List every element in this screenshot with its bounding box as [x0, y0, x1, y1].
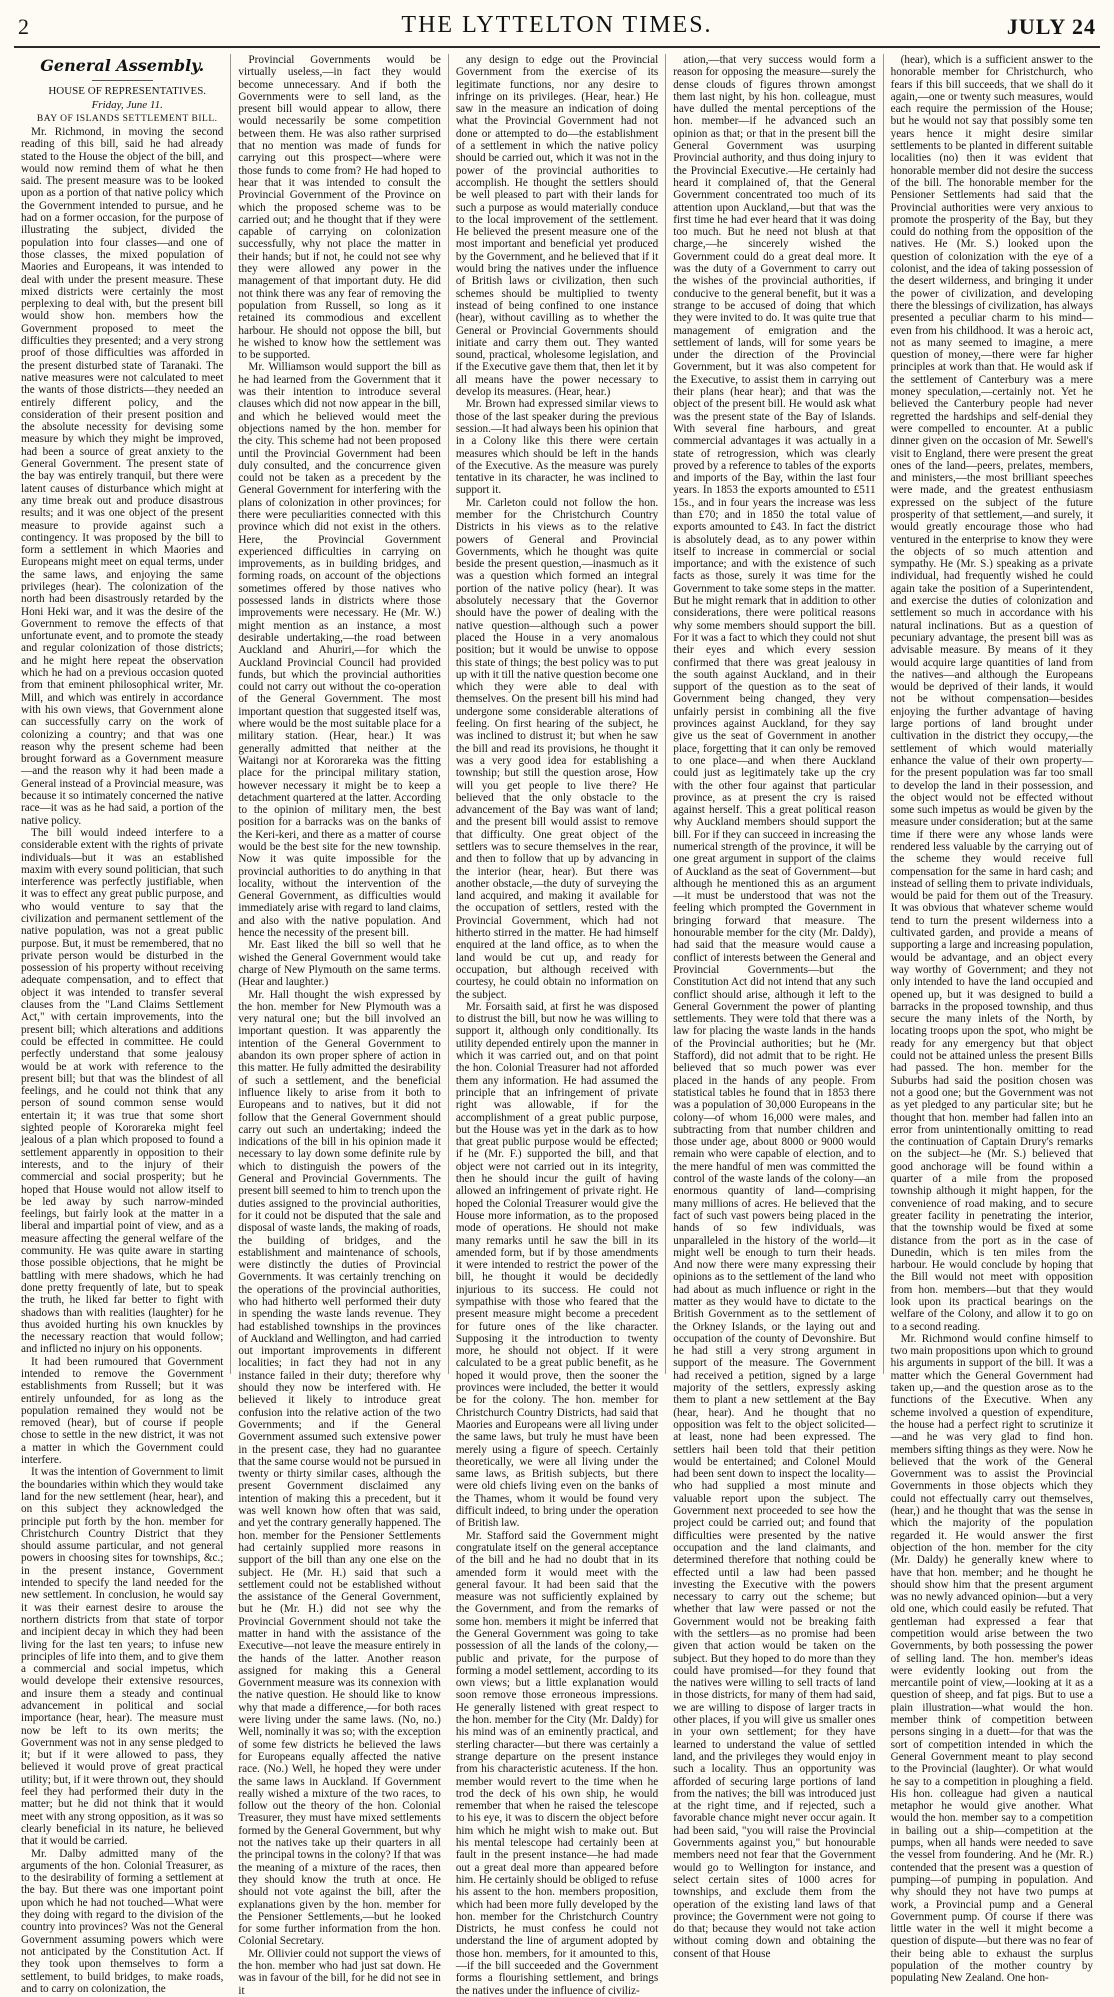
- paragraph: ation,—that very success would form a reason for opposing the measure—surely the dense clouds of figures thrown amongst them last night, by his hon. colleague, must have dulled the mental perceptions of the hon. member—if he advanced such an opinion as that; or that in the present bill the General Government was usurping Provincial authority, and thus doing injury to the Provincial Executive.—He certainly had heard it complained of, that the General Government concentrated too much of its attention upon Auckland,—but that was the first time he had ever heard that it was doing too much. But he need not blush at that charge,—he sincerely wished the Government could do a great deal more. It was the duty of a Government to carry out the wishes of the provincial authorities, if conducive to the general benefit, but it was a strange to be accused of doing that which they were invited to do. It was quite true that management of emigration and the settlement of lands, will for some years be under the direction of the Provincial Government, but it was also competent for the Executive, to assist them in carrying out their plans (hear hear); and that was the object of the present bill. He would ask what was the present state of the Bay of Islands. With several fine harbours, and great commercial advantages it was actually in a state of retrogression, which was clearly proved by a reference to tables of the exports and imports of the Bay, within the last four years. In 1853 the exports amounted to £511 15s., and in four years the increase was less than £70; and in 1850 the total value of exports amounted to £43. In fact the district is absolutely dead, as to any power within itself to increase in commercial or social importance; and with the existence of such facts as those, surely it was time for the Government to take some steps in the matter. But he might remark that in addition to other considerations, there were political reasons why some members should support the bill. For it was a fact to which they could not shut their eyes and which every session confirmed that there was great jealousy in the south against Auckland, and in their support of the question as to the seat of Government being changed, they very unfairly persist in combining all the five provinces against Auckland, for they say give us the seat of Government in another place, forgetting that it can only be removed to one place—and when there Auckland could just as legitimately take up the cry with the other four against that particular province, as at present the cry is raised against herself. This a great political reason why Auckland members should support the bill. For if they can succeed in increasing the numerical strength of the province, it will be one great argument in support of the claims of Auckland as the seat of Government—but although he mentioned this as an argument—it must be understood that was not the feeling which prompted the Government in bringing forward that measure. The honourable member for the city (Mr. Daldy), had said that the measure would cause a conflict of interests between the General and Provincial Governments—but the Constitution Act did not intend that any such conflict should arise, although it left to the General Government the power of planting settlements. They were told that there was a law for placing the waste lands in the hands of the Provincial authorities; but he (Mr. Stafford), did not admit that to be right. He believed that so much power was ever placed in the hands of any people. From statistical tables he found that in 1853 there was a population of 30,000 Europeans in the colony—of whom 16,000 were males, and subtracting from that number children and those under age, about 8000 or 9000 would remain who were capable of election, and to the mere handful of men was committed the control of the waste lands of the colony—an enormous quantity of land—comprising many millions of acres. He believed that the fact of such vast powers being placed in the hands of so few individuals, was unparalleled in the history of the world—it might well be enough to turn their heads. And now there were many expressing their opinions as to the settlement of the land who had about as much influence or right in the matter as they would have to dictate to the British Government as to the settlement of the Orkney Islands, or the laying out and occupation of the county of Devonshire. But he had still a very strong argument in support of the measure. The Government had received a petition, signed by a large majority of the settlers, expressly asking them to plant a new settlement at the Bay (hear, hear). And he thought that no opposition was felt to the object solicited—at least, none had been expressed. The settlers hail been told that their petition would be entertained; and Colonel Mould had been sent down to inspect the locality—who had supplied a most minute and valuable report upon the subject. The Government next proceeded to see how the project could be carried out; and found that difficulties were presented by the native occupation and the land claimants, and determined therefore that nothing could be effected until a law had been passed investing the Executive with the powers necessary to carry out the scheme; but whether that law were passed or not the Government would not be breaking faith with the settlers—as no promise had been given that action would be taken on the subject. But they hoped to do more than they could have promised—for they found that the natives were willing to sell tracts of land in those districts, for many of them had said, we are willing to dispose of larger tracts in other places, if you will give us smaller ones in your own settlement; for they have learned to understand the value of settled land, and the privileges they would enjoy in such a locality. Thus an opportunity was afforded of securing large portions of land from the natives; the bill was introduced just at the right time, and if rejected, such a favorable chance might never occur again. It had been said, "you will raise the Provincial Governments against you," but honourable members need not fear that the Government would go to Wellington for instance, and select certain sites of 1000 acres for townships, and exclude them from the operation of the existing land laws of that province; the Government were not going to do that; because they would not take action without coming down and obtaining the consent of that House: [673, 54, 876, 1960]
- column-text: [891, 54, 1093, 1985]
- bill-heading: BAY OF ISLANDS SETTLEMENT BILL.: [36, 114, 218, 124]
- paragraph: Mr. Ollivier could not support the views of the hon. member who had just sat down. He was in favour of the bill, for he did not see in it: [238, 1947, 441, 1997]
- paragraph: Mr. Stafford said the Government might congratulate itself on the general acceptance of the bill and he had no doubt that in its amended form it would meet with the general favour. It had been said that the measure was not sufficiently explained by the Government, and from the remarks of some hon. members it might be inferred that the General Government was going to take possession of all the lands of the colony,—public and private, for the purpose of forming a model settlement, according to its own views; but a little explanation would soon remove those erroneous impressions. He generally listened with great respect to the hon. member for the City (Mr. Daldy) for his mind was of an eminently practical, and sterling character—but there was certainly a strange departure on the present instance from his characteristic acuteness. If the hon. member would revert to the time when he trod the deck of his own ship, he would remember that when he raised the telescope to his eye, it was to discern the object before him which he might wish to make out. But his mental telescope had certainly been at fault in the present instance—he had made out a great deal more than appeared before him. He certainly should be obliged to refuse his assent to the hon. members proposition, which had been more fully developed by the hon. member for the Christchurch Country Districts, he must confess he could not understand the line of argument adopted by those hon. members, for it amounted to this,—if the bill succeeded and the Government forms a flourishing settlement, and brings the natives under the influence of civiliz-: [455, 1529, 659, 1997]
- masthead: [14, 12, 1100, 48]
- paragraph: It was the intention of Government to limit the boundaries within which they would take land for the new settlement (hear, hear), and on this subject they acknowledged the principle put forth by the hon. member for Christchurch Country District that they should assume particular, and not general powers in choosing sites for townships, &c.; in the present instance, Government intended to specify the land needed for the new settlement. In conclusion, he would say it was their earnest desire to arouse the northern districts from that state of torpor and incipient decay in which they had been living for the last ten years; to infuse new principles of life into them, and to give them a commercial and social impetus, which would develope their extensive resources, and insure them a steady and continual advancement in political and social importance (hear, hear). The measure must now be left to its own merits; the Government was not in any sense pledged to it; but if it were allowed to pass, they believed it would prove of great practical utility; but, if it were thrown out, they should feel they had performed their duty in the matter; but he did not think that it would meet with any strong opposition, as it was so clearly beneficial in its nature, he believed that it would be carried.: [21, 1466, 224, 1848]
- paragraph: Mr. Forsaith said, at first he was disposed to distrust the bill, but now he was willing to support it, although only conditionally. Its utility depended entirely upon the manner in which it was carried out, and on that point the hon. Colonial Treasurer had not afforded them any information. He had assumed the principle that an infringement of private right was allowable, if for the accomplishment of a great public purpose, but the House was yet in the dark as to how that great public purpose would be effected; if he (Mr. F.) supported the bill, and that object were not carried out in its integrity, then he should incur the guilt of having allowed an infringement of private right. He hoped the Colonial Treasurer would give the House more information, as to the proposed mode of operations. He should not make many remarks until he saw the bill in its amended form, but if by those amendments it were intended to restrict the power of the bill, he thought it would be decidedly injurious to its success. He could not sympathise with those who feared that the present measure might become a precedent for future ones of the like character. Supposing it the introduction to twenty more, he should not object. If it were calculated to be a great public benefit, as he hoped it would prove, then the sooner the provinces were included, the better it would be for the colony. The hon. member for Christchurch Country Districts, had said that Maories and Europeans were all living under the same laws, but truly he must have been merely using a figure of speech. Certainly theoretically, we were all living under the same laws, as British subjects, but there were old chiefs living even on the banks of the Thames, whom it would be found very difficult indeed, to bring under the operation of British law.: [455, 1000, 659, 1530]
- section-heading: General Assembly.: [40, 56, 205, 75]
- paragraph: It had been rumoured that Government intended to remove the Government establishments from Russell; but it was entirely unfounded, for as long as the population remained they would not be removed (hear), but of course if people chose to settle in the new district, it was not a matter in which the Government could interfere.: [21, 1355, 224, 1467]
- issue-date: JULY 24: [1006, 14, 1096, 39]
- page-number: 2: [18, 14, 29, 39]
- column-3: [449, 54, 666, 1997]
- column-5: [884, 54, 1100, 1985]
- paragraph: (hear), which is a sufficient answer to the honorable member for Christchurch, who fears if this bill succeeds, that we shall do it again,—one or twenty such measures, would each require the permission of the House; but he would not say that possibly some ten years hence it might desire similar settlements to be planted in different suitable localities (no) then it was evident that honorable member did not desire the success of the bill. The honorable member for the Pensioner Settlements had said that the Provincial authorities were very anxious to promote the prosperity of the Bay, but they could do nothing from the opposition of the natives. He (Mr. S.) looked upon the question of colonization with the eye of a colonist, and the idea of taking possession of the desert wilderness, and bringing it under the power of civilization, and developing there the blessings of civilization, has always presented a peculiar charm to his mind—even from his childhood. It was a heroic act, not as many seemed to imagine, a mere question of money,—there were far higher principles at work than that. He would ask if the settlement of Canterbury was a mere money speculation,—certainly not. Yet he believed the Canterbury people had never regretted the hardships and self-denial they were compelled to encounter. At a public dinner given on the occasion of Mr. Sewell's visit to England, there were present the great ones of the land—peers, prelates, members, and ministers,—the most brilliant speeches were made, and the greatest enthusiasm expressed on the subject of the future prosperity of that settlement,—and surely, it would greatly encourage those who had ventured in the enterprise to know they were the objects of so much attention and sympathy. He (Mr. S.) speaking as a private individual, had frequently wished he could again take the position of a Superintendent, and exercise the duties of colonization and settlement so much in accordance with his natural inclinations. But as a question of pecuniary advantage, the present bill was as advisable measure. By means of it they would acquire large quantities of land from the natives—and although the Europeans would be deprived of their lands, it would not be without compensation—besides enjoying the further advantage of having large portions of land brought under cultivation in the district they occupy,—the settlement of which would materially enhance the value of their own property—for the present population was far too small to develop the land in their possession, and the object would not be effected without some such impetus as would be given by the measure under consideration; but at the same time if there were any whose lands were rendered less valuable by the carrying out of the scheme they would receive full compensation for the same in hard cash; and instead of selling them to private individuals, would be paid for them out of the Treasury. It was obvious that whatever scheme would tend to turn the present wilderness into a cultivated garden, and provide a means of supporting a large and increasing population, would be advantage, and an object every way worthy of Government; and they not only intended to have the land occupied and opened up, but it was designed to build a barracks in the proposed township, and thus secure the many inlets of the North, by locating troops upon the spot, who might be ready for any emergency but that object could not be attained unless the present Bills had passed. The hon. member for the Suburbs had said the position chosen was not a good one; but the Government was not as yet pledged to any particular site; but he thought that hon. member had fallen into an error from unintentionally omitting to read the continuation of Captain Drury's remarks on the subject—he (Mr. S.) believed that good anchorage will be found within a quarter of a mile from the proposed township although it might happen, for the convenience of road making, and to secure greater facility in penetrating the interior, that the township would be fixed at some distance from the port as in the case of Dunedin, which is ten miles from the harbour. He would conclude by hoping that the Bill would not meet with opposition from hon. members—but that they would look upon its practical bearings on the welfare of the Colony, and allow it to go on to a second reading.: [890, 54, 1094, 1333]
- paragraph: Mr. Hall thought the wish expressed by the hon. member for New Plymouth was a very natural one; but the bill involved an important question. It was apparently the intention of the General Government to abandon its own proper sphere of action in this matter. He fully admitted the desirability of such a settlement, and the beneficial influence likely to arise from it both to Europeans and to natives, but it did not follow that the General Government should carry out such an undertaking; indeed the indications of the bill in his opinion made it necessary to lay down some definite rule by which to distinguish the powers of the General and Provincial Governments. The present bill seemed to him to trench upon the duties assigned to the provincial authorities, for it could not be disputed that the sale and disposal of waste lands, the making of roads, the building of bridges, and the establishment and maintenance of schools, were distinctly the duties of Provincial Governments. It was certainly trenching on the operations of the provincial authorities, who had hitherto well performed their duty in spending the waste lands revenue. They had established townships in the provinces of Auckland and Wellington, and had carried out important improvements in different localities; in fact they had not in any instance failed in their duty; therefore why should they now be interfered with. He believed it likely to introduce great confusion into the relative action of the two Governments; and if the General Government assumed such extensive power in the present case, they had no guarantee that the same course would not be pursued in twenty or thirty similar cases, although the present Government disclaimed any intention of making this a precedent, but it was well known how often that was said, and yet the contrary generally happened. The hon. member for the Pensioner Settlements had certainly supplied more reasons in support of the bill than any one else on the subject. He (Mr. H.) said that such a settlement could not be established without the assistance of the General Government, but he (Mr. H.) did not see why the Provincial Government should not take the matter in hand with the assistance of the Executive—not leave the measure entirely in the hands of the latter. Another reason assigned for making this a General Government measure was its connexion with the native question. He should like to know why that made a difference,—for both races were living under the same laws. (No, no.) Well, nominally it was so; with the exception of some few districts he believed the laws for Europeans equally affected the native race. (No.) Well, he hoped they were under the same laws in Auckland. If Government really wished a mixture of the two races, to follow out the theory of the hon. Colonial Treasurer, they must have mixed settlements formed by the General Government, but why not the natives take up their quarters in all the principal towns in the colony? If that was the meaning of a mixture of the races, then they should know the truth at once. He should not vote against the bill, after the explanations given by the hon. member for the Pensioner Settlements,—but he looked for some further information from the hon. Colonial Secretary.: [238, 988, 441, 1948]
- column-text: [21, 126, 223, 1995]
- column-1: [14, 54, 231, 1995]
- sitting-date: Friday, June 11.: [91, 99, 163, 111]
- paragraph: Mr. Carleton could not follow the hon. member for the Christchurch Country Districts in his views as to the relative powers of General and Provincial Governments, which he thought was quite beside the present question,—inasmuch as it was a question which formed an integral portion of the native policy (hear). It was absolutely necessary that the Governor should have the power of dealing with the native question—although such a power placed the House in a very anomalous position; but it would be unwise to oppose this state of things; the best policy was to put up with it till the native question become one which they were able to deal with themselves. On the present bill his mind had undergone some considerable alterations of feeling. On first hearing of the subject, he was inclined to distrust it; but when he saw the bill and read its provisions, he thought it was a very good idea for establishing a township; but still the question arose, How will you get people to live there? He believed that the only obstacle to the advancement of the Bay was want of land; and the present bill would assist to remove that difficulty. One great object of the settlers was to secure themselves in the rear, and then to follow that up by advancing in the interior (hear, hear). But there was another obstacle,—the duty of surveying the land acquired, and making it available for the occupation of settlers, rested with the Provincial Government, which had not hitherto stirred in the matter. He had himself enquired at the land office, as to when the land would be cut up, and ready for occupation, but although received with courtesy, he could obtain no information on the subject.: [455, 496, 659, 1001]
- columns: [14, 54, 1100, 1997]
- paragraph: Mr. Richmond, in moving the second reading of this bill, said he had already stated to the House the object of the bill, and would now remind them of what he then said. The present measure was to be looked upon as a portion of that native policy which the Government intended to pursue, and he had on a former occasion, for the purpose of illustrating the subject, divided the population into four classes—and one of those classes, the mixed population of Maories and Europeans, it was intended to deal with under the present measure. These mixed districts were certainly the most perplexing to deal with, but the present bill would show hon. members how the Government proposed to meet the difficulties they presented; and a very strong proof of those difficulties was afforded in the present disturbed state of Taranaki. The native measures were not calculated to meet the wants of those districts—they needed an entirely different policy, and the consideration of their present position and the absolute necessity for devising some measure by which they might be improved, had been a source of great anxiety to the General Government. The present state of the bay was entirely tranquil, but there were latent causes of disturbance which might at any time break out and produce disastrous results; and it was one object of the present measure to provide against such a contingency. It was proposed by the bill to form a settlement in which Maories and Europeans might meet on equal terms, under the same laws, and enjoying the same privileges (hear). The colonization of the north had been disastrously retarded by the Honi Heki war, and it was the desire of the Government to remove the effects of that unfortunate event, and to promote the steady and regular colonization of those districts; and he might here repeat the observation which he had on a previous occasion quoted from that eminent philosophical writer, Mr. Mill, and which was entirely in accordance with his own views, that Government alone can successfully carry on the work of colonizing a country; and that was one reason why the present scheme had been brought forward as a Government measure—and the reason why it had been made a General instead of a Provincial measure, was because it so intimately concerned the native race—it was as he had said, a portion of the native policy.: [21, 126, 224, 827]
- paragraph: Mr. Brown had expressed similar views to those of the last speaker during the previous session.—It had always been his opinion that in a Colony like this there were certain measures which should be left in the hands of the Executive. As the measure was purely tentative in its character, he was inclined to support it.: [455, 398, 659, 497]
- house-heading: HOUSE OF REPRESENTATIVES.: [48, 85, 207, 97]
- column-2: [231, 54, 448, 1997]
- column-text: [238, 54, 440, 1997]
- paragraph: Mr. Williamson would support the bill as he had learned from the Government that it was their intention to introduce several clauses which did not now appear in the bill, and which he believed would meet the objections named by the hon. member for the city. This scheme had not been proposed until the Provincial Government had been duly consulted, and the concurrence given could not be taken as a precedent by the General Government for interfering with the plans of colonization in other provinces; for there were peculiarities connected with this province which did not exist in the others. Here, the Provincial Government experienced difficulties in carrying on improvements, as in building bridges, and forming roads, on account of the objections sometimes offered by those natives who possessed lands in districts where those improvements were necessary. He (Mr. W.) might mention as an instance, a most desirable undertaking,—the road between Auckland and Ahuriri,—for which the Auckland Provincial Council had provided funds, but which the provincial authorities could not carry out without the co-operation of the General Government. The most important question that suggested itself was, where would be the most suitable place for a military station. (Hear, hear.) It was generally admitted that neither at the Waitangi nor at Kororareka was the fitting place for the principal military station, however necessary it might be to keep a detachment quartered at the latter. According to the opinion of military men, the best position for a barracks was on the banks of the Keri-keri, and there as a matter of course would be the best site for the new township. Now it was quite impossible for the provincial authorities to do anything in that locality, without the intervention of the General Government, as difficulties would immediately arise with regard to land claims, and also with the native population. And hence the necessity of the present bill.: [238, 361, 441, 940]
- column-text: [673, 54, 875, 1960]
- paragraph: Mr. East liked the bill so well that he wished the General Government would take charge of New Plymouth on the same terms. (Hear and laughter.): [238, 939, 441, 989]
- paragraph: Provincial Governments would be virtually useless,—in fact they would become unnecessary. And if both the Governments were to sell land, as the present bill would appear to allow, there would necessarily be some competition between them. He was also rather surprised that no mention was made of funds for carrying out this prospect—where were those funds to come from? He had hoped to hear that it was intended to consult the Provincial Government of the Province on which the proposed scheme was to be carried out; and he thought that if they were capable of carrying on colonization successfully, why not place the matter in their hands; but if not, he could not see why they were allowed any power in the management of that important duty. He did not think there was any fear of removing the population from Russell, so long as it retained its commodious and excellent harbour. He should not oppose the bill, but he wished to know how the settlement was to be supported.: [238, 54, 441, 362]
- newspaper-title: THE LYTTELTON TIMES.: [401, 12, 713, 38]
- paragraph: Mr. Richmond would confine himself to two main propositions upon which to ground his arguments in support of the bill. It was a matter which the General Government had taken up,—and the question arose as to the functions of the Executive. When any scheme involved a question of expenditure, the house had a perfect right to scrutinize it—and he was very glad to find hon. members sifting things as they were. Now he believed that the work of the General Government was to assist the Provincial Governments in those objects which they could not effectually carry out themselves, (hear,) and he thought that was the sense in which the majority of the population regarded it. He would answer the first objection of the hon. member for the city (Mr. Daldy) he generally knew where to have that hon. member; and he thought he should show him that the present argument was no newly advanced opinion—but a very old one, which could easily be refuted. That gentleman had expressed a fear that competition would arise between the two Governments, by both possessing the power of selling land. The hon. member's ideas were evidently looking out from the mercantile point of view,—looking at it as a question of sheep, and fat pigs. But to use a plain illustration—what would the hon. member think of competition between persons singing in a duett—for that was the sort of competition intended in which the General Government meant to play second to the Provincial (laughter). Or what would he say to a competition in ploughing a field. His hon. colleague had given a nautical metaphor he would give another. What would the hon. member say to a competition in bailing out a ship—competition at the pumps, when all hands were needed to save the vessel from foundering. And he (Mr. R.) contended that the present was a question of pumping—of pumping in population. And why should they not have two pumps at work, a Provincial pump and a General Government pump. Of course if there was little water in the well it might become a question of dispute—but there was no fear of their being able to exhaust the surplus population of the mother country by populating New Zealand. One hon-: [890, 1332, 1094, 1985]
- divider: [92, 80, 153, 81]
- column-text: [456, 54, 658, 1997]
- paragraph: The bill would indeed interfere to a considerable extent with the rights of private individuals—but it was an established maxim with every sound politician, that such interference was perfectly justifiable, when it was to effect any great public purpose, and who would venture to say that the civilization and permanent settlement of the native population, was not a great public purpose. But, it must be remembered, that no private person would be disturbed in the possession of his property without receiving adequate compensation, and to effect that object it was intended to transfer several clauses from the "Land Claims Settlement Act," with certain improvements, into the present bill; which alterations and additions could be effected in committee. He could perfectly understand that some jealousy would be at work with reference to the present bill; but that was the blindest of all feelings, and he could not think that any person of sound common sense would entertain it; it was true that some short sighted people of Kororareka might feel jealous of a plan which proposed to found a settlement apparently in opposition to their interests, and to the injury of their commercial and social prosperity; but he hoped that House would not allow itself to be led away by such narrow-minded feelings, but fairly look at the matter in a liberal and impartial point of view, and as a measure affecting the general welfare of the community. He was quite aware in starting those possible objections, that he might be battling with mere shadows, which he had done pretty frequently of late, but to speak the truth, he liked far better to fight with shadows than with realities (laughter) for he thus avoided hurting his own knuckles by the necessary reaction that would follow; and inflicted no injury on his opponents.: [21, 826, 224, 1356]
- paragraph: Mr. Dalby admitted many of the arguments of the hon. Colonial Treasurer, as to the desirability of forming a settlement at the bay. But there was one important point upon which he had not touched—What were they doing with regard to the division of the country into provinces? Was not the General Government assuming powers which were not anticipated by the Constitution Act. If they took upon themselves to form a settlement, to build bridges, to make roads, and to carry on colonization, the: [21, 1847, 224, 1995]
- column-4: [666, 54, 883, 1960]
- paragraph: any design to edge out the Provincial Government from the exercise of its legitimate functions, nor any desire to infringe on its privileges. (Hear, hear.) He saw in the measure an indication of doing what the Provincial Government had not done or attempted to do—the establishment of a settlement in which the native policy should be carried out, which it was not in the power of the provincial authorities to accomplish. He thought the settlers should be well pleased to part with their lands for such a purpose as would materially conduce to the local improvement of the settlement. He believed the present measure one of the most important and beneficial yet produced by the Government, and he believed that if it would bring the natives under the influence of British laws or civilization, then such schemes should be multiplied to twenty instead of being confined to one instance (hear), without cavilling as to whether the General or Provincial Governments should initiate and carry them out. They wanted sound, practical, wholesome legislation, and if the Executive gave them that, then let it by all means have the power necessary to develop its measures. (Hear, hear.): [455, 54, 659, 399]
